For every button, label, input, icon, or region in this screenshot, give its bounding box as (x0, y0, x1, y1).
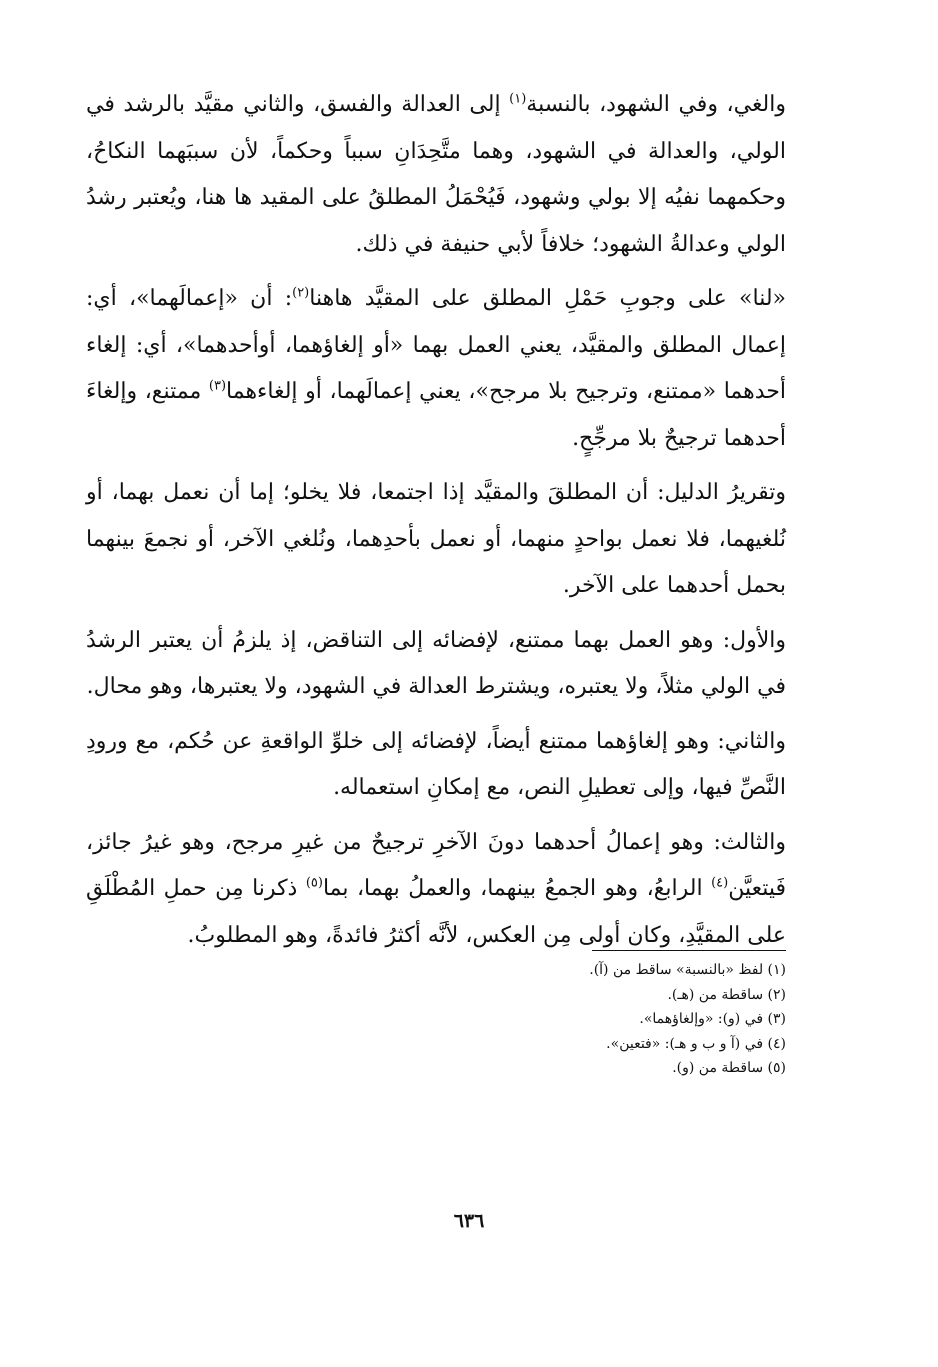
footnote-ref[interactable]: (١) (509, 91, 527, 107)
footnote-divider (592, 950, 786, 951)
footnote-4: (٤) في (آ و ب و هـ): «فتعين». (606, 1035, 786, 1052)
paragraph-1 (86, 82, 786, 268)
footnote-1: (١) لفظ «بالنسبة» ساقط من (آ). (589, 962, 786, 978)
paragraph-6 (86, 820, 786, 960)
footnote-ref[interactable]: (٣) (208, 378, 227, 394)
footnote-5: (٥) ساقطة من (و). (672, 1060, 786, 1076)
paragraph-2 (86, 276, 786, 462)
footnote-ref[interactable]: (٥) (305, 875, 323, 891)
footnote-ref[interactable]: (٤) (711, 875, 729, 891)
paragraph-text: ذكرنا مِن حملِ المُطْلَقِ على المقيَّدِ، وكان أولى مِن العكس، لأنَّه أكثرُ فائدةً، وهو المطلوبُ. (86, 876, 786, 948)
paragraph-text: الرابعُ، وهو الجمعُ بينهما، والعملُ بهما، بما (322, 876, 712, 901)
paragraph-4 (86, 618, 786, 711)
paragraph-text: والثاني: وهو إلغاؤهما ممتنع أيضاً، لإفضائه إلى خلوِّ الواقعةِ عن حُكم، مع ورودِ النَّصِّ فيها، وإلى تعطيلِ النص، مع إمكانِ استعماله. (86, 728, 786, 800)
footnote-3: (٣) في (و): «وإلغاؤهما». (639, 1011, 786, 1027)
paragraph-text: والثالث: وهو إعمالُ أحدهما دونَ الآخرِ ترجيحٌ من غيرِ مرجح، وهو غيرُ جائز، فَيتعيَّن (86, 829, 786, 901)
paragraph-text: إلى العدالة والفسق، والثاني مقيَّد بالرشد في الولي، والعدالة في الشهود، وهما متَّحِدَانِ سبباً وحكماً، لأن سببَهما النكاحُ، وحكمهما نفيُه إلا بولي وشهود، فَيُحْمَلُ المطلقُ على المقيد ها هنا، ويُعتبر رشدُ الولي وعدالةُ الشهود؛ خلافاً لأبي حنيفة في ذلك. (86, 92, 786, 257)
paragraph-text: ممتنع، وإلغاءَ أحدهما ترجيحٌ بلا مرجِّحٍ. (86, 379, 786, 451)
paragraph-text: والغي، وفي الشهود، بالنسبة (526, 92, 786, 117)
paragraph-text: والأول: وهو العمل بهما ممتنع، لإفضائه إلى التناقض، إذ يلزمُ أن يعتبر الرشدُ في الولي مثلاً، ولا يعتبره، ويشترط العدالة في الشهود، ولا يعتبرها، وهو محال. (86, 627, 786, 699)
footnote-2: (٢) ساقطة من (هـ). (667, 986, 786, 1003)
main-text (86, 82, 786, 967)
footnote-ref[interactable]: (٢) (292, 285, 310, 301)
page-number: ٦٣٦ (453, 1210, 485, 1232)
paragraph-text: : أن «إعمالَهما»، أي: إعمال المطلق والمقيَّد، يعني العمل بهما «أو إلغاؤهما، أوأحدهما»، أي: إلغاء أحدهما «ممتنع، وترجيح بلا مرجح»، يعني إعمالَهما، أو إلغاءهما (86, 286, 786, 404)
paragraph-5 (86, 719, 786, 812)
paragraph-text: «لنا» على وجوبِ حَمْلِ المطلق على المقيَّد هاهنا (309, 286, 786, 311)
footnotes (400, 958, 786, 1081)
paragraph-3 (86, 470, 786, 610)
paragraph-text: وتقريرُ الدليل: أن المطلقَ والمقيَّد إذا اجتمعا، فلا يخلو؛ إما أن نعمل بهما، أو نُلغيهما، فلا نعمل بواحدٍ منهما، أو نعمل بأحدِهما، ونُلغي الآخر، أو نجمعَ بينهما بحمل أحدهما على الآخر. (86, 480, 786, 598)
